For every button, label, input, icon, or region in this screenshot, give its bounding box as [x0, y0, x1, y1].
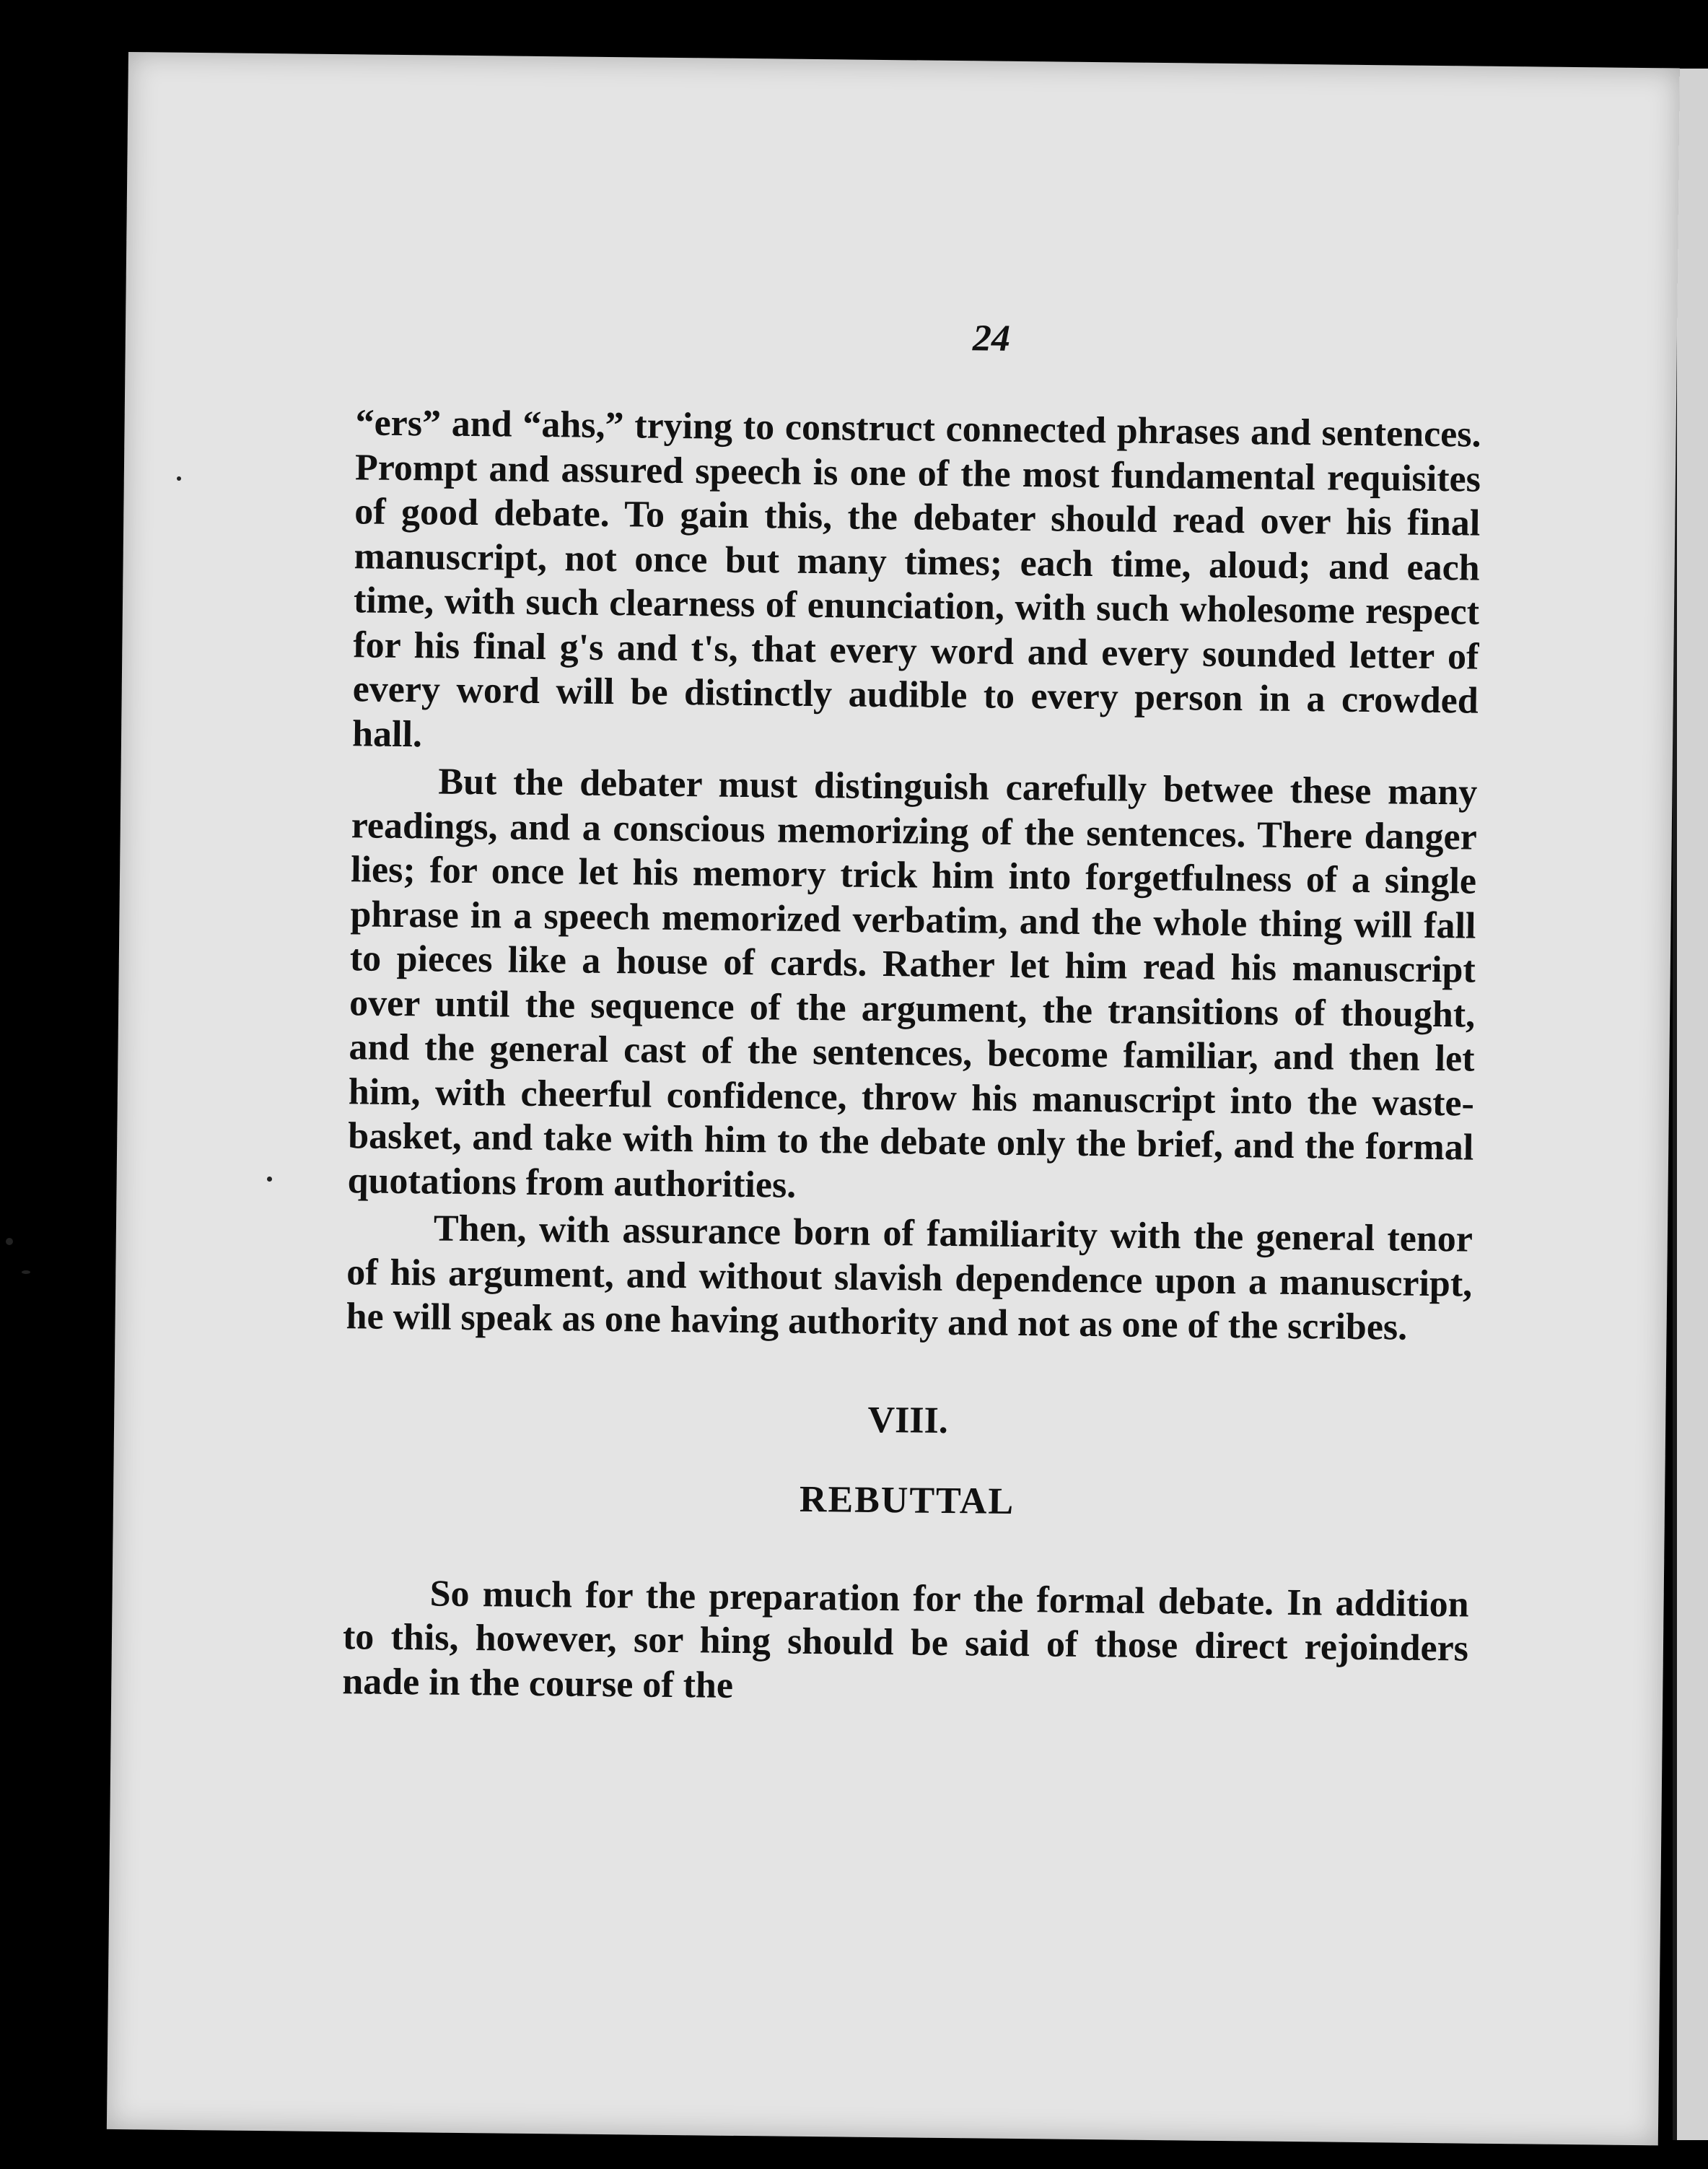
- paragraph-assurance: Then, with assurance born of familiarity with the general tenor of his argument, and without slavish dependence upon a manuscript, he will speak as one having authority and not as one of the scribes.: [346, 1208, 1473, 1348]
- body-text: [342, 401, 1481, 1718]
- paragraph-memorizing: But the debater must distinguish carefully betwee these many readings, and a conscious memorizing of the sentences. There danger lies; for once let his memory trick him into forgetfulness of a single phrase in a speech memorized verbatim, and the whole thing will fall to pieces like a house of cards. Rather let him read his manuscript over until the sequence of the argument, the transitions of thought, and the general cast of the sentences, become familiar, and then let him, with cheerful confidence, throw his manuscript into the waste-basket, and take with him to the debate only the brief, and the formal quotations from authorities.: [347, 761, 1478, 1206]
- section-number: VIII.: [867, 1399, 949, 1441]
- book-page: [107, 52, 1680, 2145]
- paragraph-continuation: “ers” and “ahs,” trying to construct connected phrases and sentences. Prompt and assured speech is one of the most fundamental requisites of good debate. To gain this, the debater should read over his final manuscript, not once but many times; each time, aloud; and each time, with such clearness of enunciation, with such wholesome respect for his final g's and t's, that every word and every sounded letter of every word will be distinctly audible to every person in a crowded hall.: [351, 402, 1481, 755]
- dust-speck: [6, 1238, 13, 1245]
- page-number: 24: [972, 318, 1011, 359]
- adjacent-page-edge: [1676, 69, 1708, 2140]
- dust-speck: [267, 1177, 272, 1182]
- dust-speck: [22, 1270, 30, 1274]
- dust-speck: [177, 476, 181, 481]
- section-title: REBUTTAL: [799, 1478, 1015, 1522]
- paragraph-rebuttal-intro: So much for the preparation for the formal debate. In addition to this, however, sor hing should be said of those direct rejoinders nade in the course of the: [342, 1572, 1469, 1706]
